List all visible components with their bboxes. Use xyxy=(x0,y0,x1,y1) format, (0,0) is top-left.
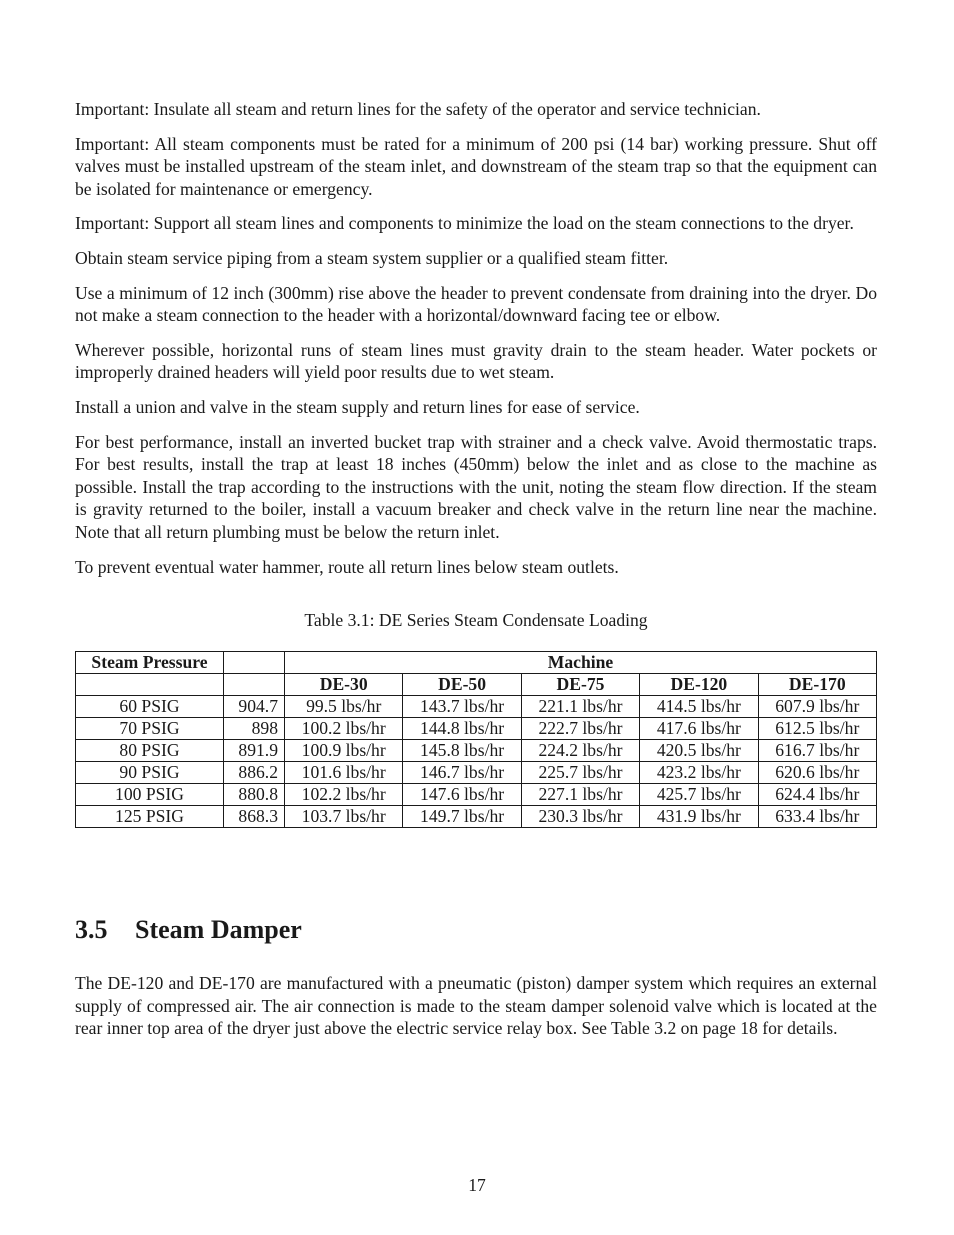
cell-load-de-170: 624.4 lbs/hr xyxy=(758,784,876,806)
cell-load-de-75: 221.1 lbs/hr xyxy=(521,696,639,718)
cell-load-de-75: 230.3 lbs/hr xyxy=(521,806,639,828)
table-header-row xyxy=(76,652,877,674)
table-row xyxy=(76,762,877,784)
cell-value: 868.3 xyxy=(224,806,285,828)
cell-pressure: 80 PSIG xyxy=(76,740,224,762)
page-content xyxy=(75,98,877,1052)
paragraph-insulate: Important: Insulate all steam and return lines for the safety of the operator and service technician. xyxy=(75,99,761,119)
cell-load-de-75: 224.2 lbs/hr xyxy=(521,740,639,762)
header-de-30: DE-30 xyxy=(285,674,403,696)
cell-load-de-50: 147.6 lbs/hr xyxy=(403,784,521,806)
paragraph-rating: Important: All steam components must be rated for a minimum of 200 psi (14 bar) working pressure. Shut off valves must be installed upstream of the steam inlet, and downstream of the steam trap so that the equipment can be isolated for maintenance or emergency. xyxy=(75,133,877,199)
paragraph-piping: Obtain steam service piping from a steam system supplier or a qualified steam fitter. xyxy=(75,247,669,268)
cell-value: 880.8 xyxy=(224,784,285,806)
cell-load-de-170: 607.9 lbs/hr xyxy=(758,696,876,718)
cell-value: 886.2 xyxy=(224,762,285,784)
header-steam-pressure: Steam Pressure xyxy=(76,652,224,674)
cell-load-de-120: 414.5 lbs/hr xyxy=(640,696,758,718)
table-subheader-row xyxy=(76,674,877,696)
cell-load-de-50: 145.8 lbs/hr xyxy=(403,740,521,762)
cell-load-de-120: 431.9 lbs/hr xyxy=(640,806,758,828)
subheader-blank-1 xyxy=(76,674,224,696)
table-row xyxy=(76,718,877,740)
cell-load-de-120: 417.6 lbs/hr xyxy=(640,718,758,740)
cell-pressure: 70 PSIG xyxy=(76,718,224,740)
cell-value: 891.9 xyxy=(224,740,285,762)
cell-pressure: 100 PSIG xyxy=(76,784,224,806)
cell-load-de-30: 100.9 lbs/hr xyxy=(285,740,403,762)
subheader-blank-2 xyxy=(224,674,285,696)
section-number: 3.5 xyxy=(75,915,108,945)
cell-value: 898 xyxy=(224,718,285,740)
paragraph-union-valve: Install a union and valve in the steam supply and return lines for ease of service. xyxy=(75,396,640,417)
header-blank xyxy=(224,652,285,674)
cell-load-de-30: 100.2 lbs/hr xyxy=(285,718,403,740)
cell-load-de-30: 103.7 lbs/hr xyxy=(285,806,403,828)
paragraph-water-hammer: To prevent eventual water hammer, route all return lines below steam outlets. xyxy=(75,556,619,577)
page-number: 17 xyxy=(468,1175,486,1195)
table-row xyxy=(76,784,877,806)
table-row xyxy=(76,696,877,718)
header-de-170: DE-170 xyxy=(758,674,876,696)
cell-load-de-30: 99.5 lbs/hr xyxy=(285,696,403,718)
cell-load-de-170: 616.7 lbs/hr xyxy=(758,740,876,762)
cell-load-de-170: 612.5 lbs/hr xyxy=(758,718,876,740)
cell-value: 904.7 xyxy=(224,696,285,718)
cell-load-de-50: 143.7 lbs/hr xyxy=(403,696,521,718)
cell-load-de-50: 144.8 lbs/hr xyxy=(403,718,521,740)
cell-load-de-120: 423.2 lbs/hr xyxy=(640,762,758,784)
paragraph-rise: Use a minimum of 12 inch (300mm) rise above the header to prevent condensate from draining into the dryer. Do not make a steam connection to the header with a horizontal/downward facing tee or elbow. xyxy=(75,282,877,326)
section-heading xyxy=(75,914,877,946)
paragraph-gravity-drain: Wherever possible, horizontal runs of steam lines must gravity drain to the steam header. Water pockets or improperly drained headers will yield poor results due to wet steam. xyxy=(75,339,877,383)
section-body: The DE-120 and DE-170 are manufactured with a pneumatic (piston) damper system which requires an external supply of compressed air. The air connection is made to the steam damper solenoid valve which is located at the rear inner top area of the dryer just above the electric service relay box. See Table 3.2 on page 18 for details. xyxy=(75,973,877,1039)
cell-load-de-75: 227.1 lbs/hr xyxy=(521,784,639,806)
cell-pressure: 60 PSIG xyxy=(76,696,224,718)
cell-load-de-30: 102.2 lbs/hr xyxy=(285,784,403,806)
section-title: Steam Damper xyxy=(135,915,302,945)
paragraph-support: Important: Support all steam lines and components to minimize the load on the steam connections to the dryer. xyxy=(75,213,854,234)
cell-load-de-120: 420.5 lbs/hr xyxy=(640,740,758,762)
cell-load-de-50: 146.7 lbs/hr xyxy=(403,762,521,784)
cell-pressure: 125 PSIG xyxy=(76,806,224,828)
header-de-120: DE-120 xyxy=(640,674,758,696)
cell-pressure: 90 PSIG xyxy=(76,762,224,784)
cell-load-de-75: 225.7 lbs/hr xyxy=(521,762,639,784)
cell-load-de-75: 222.7 lbs/hr xyxy=(521,718,639,740)
cell-load-de-30: 101.6 lbs/hr xyxy=(285,762,403,784)
header-de-50: DE-50 xyxy=(403,674,521,696)
table-row xyxy=(76,740,877,762)
cell-load-de-50: 149.7 lbs/hr xyxy=(403,806,521,828)
cell-load-de-170: 633.4 lbs/hr xyxy=(758,806,876,828)
table-caption: Table 3.1: DE Series Steam Condensate Loading xyxy=(304,610,648,631)
cell-load-de-120: 425.7 lbs/hr xyxy=(640,784,758,806)
condensate-table xyxy=(75,651,877,828)
paragraph-trap: For best performance, install an inverted bucket trap with strainer and a check valve. Avoid thermostatic traps. For best results, install the trap at least 18 inches (450mm) below the inlet and as close to the machine as possible. Install the trap according to the instructions with the unit, noting the steam flow direction. If the steam is gravity returned to the boiler, install a vacuum breaker and check valve in the return line near the machine. Note that all return plumbing must be below the return inlet. xyxy=(75,431,877,542)
cell-load-de-170: 620.6 lbs/hr xyxy=(758,762,876,784)
header-de-75: DE-75 xyxy=(521,674,639,696)
table-row xyxy=(76,806,877,828)
header-machine: Machine xyxy=(285,652,877,674)
